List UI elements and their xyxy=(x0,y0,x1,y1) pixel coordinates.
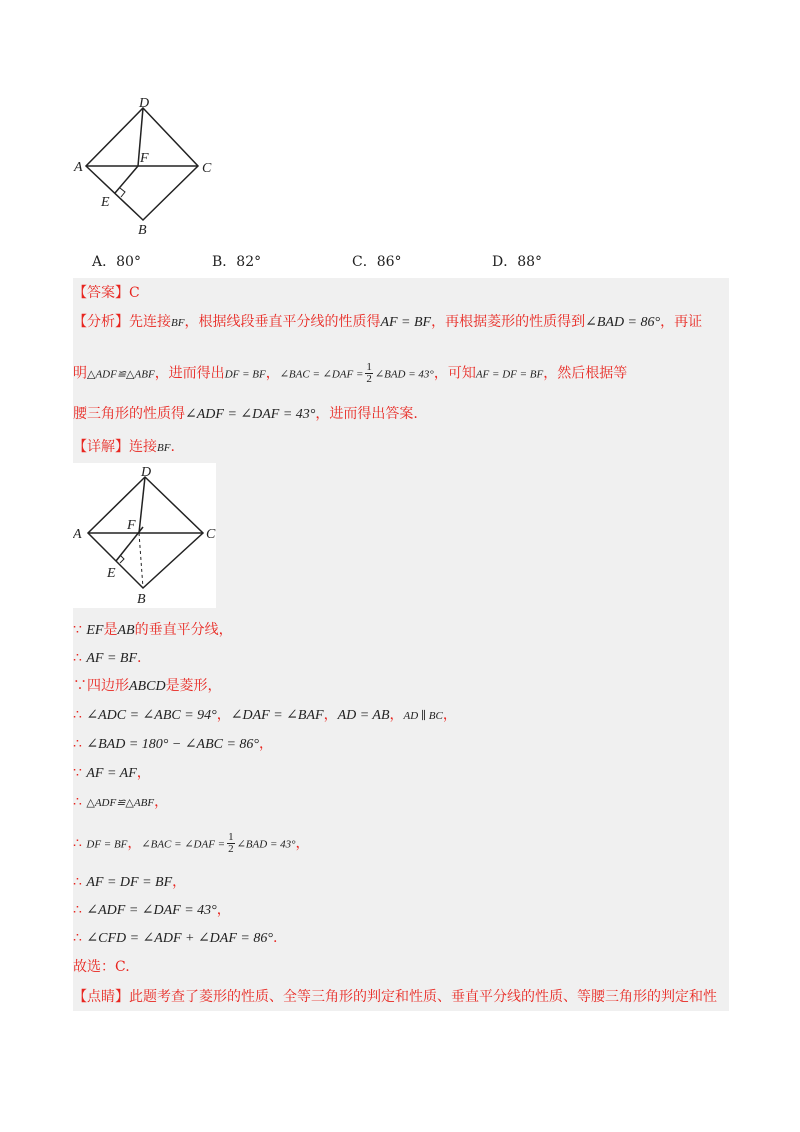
option-c: C．86° xyxy=(352,254,402,270)
step-10: ∴ ∠ADF = ∠DAF = 43°， xyxy=(73,902,231,918)
step-12: 故选：C. xyxy=(73,959,130,975)
label-f-2: F xyxy=(127,518,136,533)
segment-fe xyxy=(115,166,138,193)
analysis-line-3: 腰三角形的性质得∠ADF = ∠DAF = 43°，进而得出答案. xyxy=(73,406,418,422)
answer-line: 【答案】C xyxy=(73,285,140,301)
step-11: ∴ ∠CFD = ∠ADF + ∠DAF = 86°. xyxy=(73,930,278,946)
step-6: ∵ AF = AF， xyxy=(73,765,151,781)
analysis-line-1: 【分析】先连接BF，根据线段垂直平分线的性质得AF = BF，再根据菱形的性质得到∠BAD = 86°，再证 xyxy=(73,314,703,330)
label-c: C xyxy=(202,161,212,176)
label-a: A xyxy=(74,160,83,175)
label-a-2: A xyxy=(73,527,82,542)
label-e-2: E xyxy=(107,566,116,581)
label-b-2: B xyxy=(137,592,146,607)
step-7: ∴ △ADF≌△ABF， xyxy=(73,794,169,810)
step-2: ∴ AF = BF. xyxy=(73,650,142,666)
fraction-half: $\frac{1}{2}$ xyxy=(366,361,372,385)
rhombus-figure-2 xyxy=(73,463,216,608)
step-1: ∵ EF是AB的垂直平分线， xyxy=(73,622,233,638)
step-3: ∵四边形ABCD是菱形， xyxy=(73,678,222,694)
right-angle-mark xyxy=(120,188,125,197)
label-f: F xyxy=(140,151,149,166)
option-d: D．88° xyxy=(492,254,543,270)
step-5: ∴ ∠BAD = 180° − ∠ABC = 86°， xyxy=(73,736,274,752)
step-9: ∴ AF = DF = BF， xyxy=(73,874,187,890)
fraction-half-2: $\frac{1}{2}$ xyxy=(228,831,234,855)
label-d-2: D xyxy=(141,465,152,480)
detail-line: 【详解】连接BF. xyxy=(73,439,175,455)
analysis-line-2: 明△ADF≌△ABF，进而得出DF = BF，∠BAC = ∠DAF = $\frac{1}{2}$ ∠BAD = 43°，可知AF = DF = BF，然后根据等 xyxy=(73,361,628,385)
rhombus-figure-1 xyxy=(70,95,230,240)
label-e: E xyxy=(101,195,110,210)
step-4: ∴ ∠ADC = ∠ABC = 94°，∠DAF = ∠BAF，AD = AB，AD ∥ BC， xyxy=(73,707,457,723)
step-8: ∴ DF = BF，∠BAC = ∠DAF = $\frac{1}{2}$ ∠BAD = 43°， xyxy=(73,831,310,855)
label-d: D xyxy=(139,96,150,111)
option-b: B．82° xyxy=(212,254,262,270)
label-b: B xyxy=(138,223,147,238)
comment-line: 【点睛】此题考查了菱形的性质、全等三角形的判定和性质、垂直平分线的性质、等腰三角形的判定和性 xyxy=(73,989,717,1005)
option-a: A．80° xyxy=(92,254,141,270)
label-c-2: C xyxy=(206,527,216,542)
